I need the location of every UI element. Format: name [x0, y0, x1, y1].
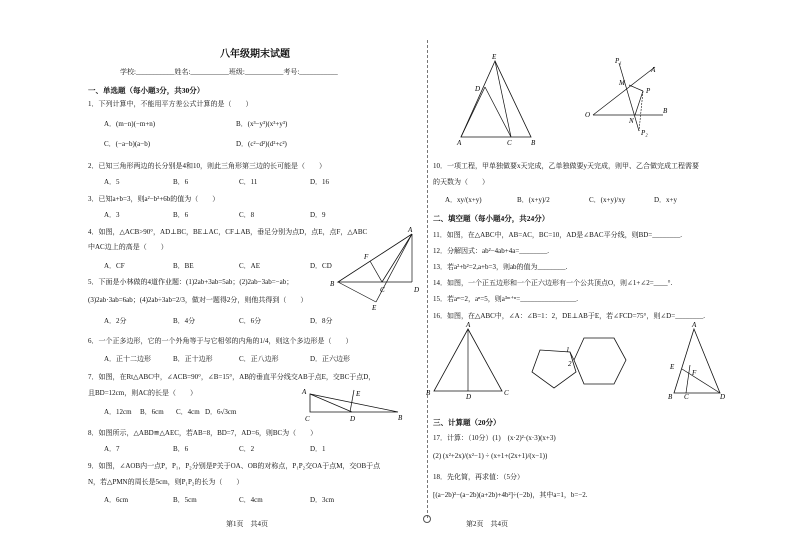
q14-pentagon: [532, 350, 576, 388]
q8-triangle-abe: [461, 61, 531, 137]
q1-option-c: C．(−a−b)(a−b): [104, 140, 151, 148]
q8-option-b: B．6: [173, 445, 189, 453]
q4-option-d: D．CD: [310, 262, 332, 270]
q9-label-p: P: [646, 87, 651, 95]
q16-label-b: B: [668, 393, 673, 401]
q8-line-ac: [495, 61, 511, 137]
q9-option-c: C．4cm: [239, 496, 263, 504]
section-1-title: 一、单选题（每小题3分，共30分）: [88, 86, 205, 95]
q3-option-a: A．3: [104, 211, 120, 219]
q8-label-c: C: [507, 139, 512, 147]
page-divider: [427, 40, 428, 518]
q7-stem-line1: 7．如图，在Rt△ABC中，∠ACB=90°，∠B=15°，AB的垂直平分线交AB于点E，交BC于点D，: [88, 373, 376, 381]
q7-option-d: D．6√3cm: [205, 408, 237, 416]
q5-option-c: C．6分: [239, 317, 262, 325]
q4-label-c: C: [380, 286, 385, 294]
q8-label-b: B: [531, 139, 536, 147]
q11-label-c: C: [504, 389, 509, 397]
q7-stem-line2: 且BD=12cm，则AC的长是（ ）: [88, 389, 197, 397]
q16-label-c: C: [684, 393, 689, 401]
q1-option-b: B．(x³−y³)(x³+y³): [236, 120, 288, 128]
q4-option-b: B．BE: [173, 262, 194, 270]
q9-label-n: N: [629, 117, 634, 125]
q16-figure: [660, 321, 730, 401]
q11-label-d: D: [466, 393, 472, 401]
q8-label-a: A: [457, 139, 462, 147]
q16-label-f: F: [692, 369, 697, 377]
q11-label-b: B: [426, 389, 431, 397]
q3-option-c: C．8: [239, 211, 255, 219]
q17-stem: 17．计算：（10分）(1) (x·2)²·(x·3)(x+3): [433, 434, 556, 442]
q3-option-d: D．9: [310, 211, 326, 219]
q8-line-bd: [461, 87, 485, 137]
q1-option-a: A．(m−n)(−m+n): [104, 120, 156, 128]
q7-figure: [300, 384, 403, 424]
exam-title: 八年级期末试题: [220, 49, 290, 60]
q6-stem: 6．一个正多边形，它的一个外角等于与它相邻的内角的1/4，则这个多边形是（ ）: [88, 337, 353, 345]
binding-hole-icon: [423, 515, 431, 523]
q5-option-a: A．2分: [104, 317, 127, 325]
q1-stem: 1．下列计算中，不能用平方差公式计算的是（ ）: [88, 100, 253, 108]
q6-option-a: A．正十二边形: [104, 355, 152, 363]
q4-label-d: D: [414, 286, 420, 294]
q2-option-d: D．16: [310, 178, 330, 186]
q16-label-a: A: [692, 321, 697, 329]
q4-stem-line2: 中AC边上的高是（ ）: [88, 243, 168, 251]
q8-stem: 8．如图所示，△ABD≌△AEC，若AB=8，BD=7，AD=6，则BC为（ ）: [88, 429, 318, 437]
q8-option-c: C．2: [239, 445, 255, 453]
q7-option-c: C．4cm: [176, 408, 200, 416]
footer-left: 第1页 共4页: [226, 520, 268, 528]
q7-label-a: A: [302, 388, 307, 396]
q4-label-b: B: [330, 280, 335, 288]
q8-line-dc: [485, 87, 511, 137]
q6-option-d: D．正六边形: [310, 355, 351, 363]
q11-stem: 11．如图，在△ABC中，AB=AC，BC=10，AD是∠BAC平分线，则BD=________.: [433, 231, 682, 239]
q4-option-a: A．CF: [104, 262, 125, 270]
q9-label-p2: P₂: [641, 129, 648, 137]
q10-option-d: D．x+y: [654, 196, 678, 204]
q9-label-a: A: [651, 66, 656, 74]
q11-label-a: A: [466, 321, 471, 329]
q14-label-1: 1: [566, 346, 570, 354]
q14-figure: [528, 330, 638, 392]
q10-option-b: B．(x+y)/2: [517, 196, 550, 204]
q7-triangle: [310, 394, 398, 412]
q16-triangle: [674, 329, 720, 393]
q16-label-e: E: [670, 363, 675, 371]
q8-label-e: E: [492, 53, 497, 61]
q3-option-b: B．6: [173, 211, 189, 219]
q13-stem: 13．若a²+b²=2,a+b=3，则ab的值为________.: [433, 263, 568, 271]
q18-stem: 18．先化简，再求值：（5分）: [433, 473, 524, 481]
q9-label-p1: P₁: [615, 57, 622, 65]
q4-label-a: A: [408, 226, 413, 234]
q9-label-b: B: [663, 107, 668, 115]
q16-line-de: [686, 365, 690, 393]
q14-hexagon: [574, 338, 626, 384]
q4-label-f: F: [364, 253, 369, 261]
info-line: 学校:___________姓名:___________班级:___________考号:___________: [120, 68, 338, 76]
q9-option-d: D．3cm: [310, 496, 335, 504]
q7-line-ad: [310, 394, 352, 412]
q9-line-pm: [629, 85, 643, 91]
q8-figure: [455, 55, 545, 145]
q14-label-2: 2: [568, 360, 572, 368]
q10-option-a: A．xy/(x+y): [445, 196, 482, 204]
q6-option-b: B．正十边形: [173, 355, 213, 363]
q7-perp-bisector: [350, 390, 354, 412]
q6-option-c: C．正八边形: [239, 355, 279, 363]
q7-option-a: A．12cm: [104, 408, 132, 416]
q5-option-b: B．4分: [173, 317, 196, 325]
q10-stem-line2: 的天数为（ ）: [433, 178, 489, 186]
q4-line-cf: [370, 261, 382, 282]
q11-figure: [426, 321, 510, 401]
q2-option-c: C．11: [239, 178, 258, 186]
q5-stem-line2: (3)2ab·3ab=6ab；(4)2ab÷3ab=2/3，做对一题得2分，则他共得到（ ）: [88, 296, 308, 304]
q5-option-d: D．8分: [310, 317, 333, 325]
footer-right: 第2页 共4页: [466, 520, 508, 528]
q4-line-be: [338, 282, 376, 302]
q2-option-a: A．5: [104, 178, 120, 186]
q16-label-d: D: [720, 393, 726, 401]
q8-option-d: D．1: [310, 445, 326, 453]
q9-stem-line1: 9．如图，∠AOB内一点P，P₁，P₂分别是P关于OA、OB的对称点，P₁P₂交OA于点M，交OB于点: [88, 462, 381, 470]
q4-option-c: C．AE: [239, 262, 260, 270]
section-3-title: 三、计算题（20分）: [433, 418, 501, 427]
q2-option-b: B．6: [173, 178, 189, 186]
q9-stem-line2: N，若△PMN的周长是5cm，则P₁P₂的长为（ ）: [88, 478, 244, 486]
q9-figure: [585, 55, 675, 135]
q4-figure: [320, 228, 420, 310]
q7-label-c: C: [305, 415, 310, 423]
q15-stem: 15．若aᵐ=2，aⁿ=5，则a³ᵐ⁺ⁿ=________________.: [433, 295, 578, 303]
q10-stem-line1: 10．一项工程，甲单独做要x天完成，乙单独做要y天完成，则甲、乙合做完成工程需要: [433, 162, 699, 170]
q3-stem: 3．已知a+b=3，则a²−b²+6b的值为（ ）: [88, 195, 220, 203]
section-2-title: 二、填空题（每小题4分，共24分）: [433, 214, 550, 223]
q9-label-o: O: [585, 111, 591, 119]
q7-label-e: E: [356, 390, 361, 398]
q4-label-e: E: [372, 304, 377, 312]
q5-stem-line1: 5．下面是小林做的4道作业题：(1)2ab+3ab=5ab；(2)2ab−3ab=−ab；: [88, 278, 294, 286]
q7-label-d: D: [350, 415, 356, 423]
q17-part2: (2) (x²+2x)/(x²−1) ÷ (x+1+(2x+1)/(x−1)): [433, 452, 548, 460]
q9-option-a: A．6cm: [104, 496, 129, 504]
q1-option-d: D．(c²−d²)(d²+c²): [236, 140, 287, 148]
q4-stem-line1: 4．如图，△ACB>90°，AD⊥BC，BE⊥AC，CF⊥AB，垂足分别为点D，点E，点F，△ABC: [88, 228, 368, 236]
q12-stem: 12．分解因式：ab²−4ab+4a=________.: [433, 247, 550, 255]
q7-option-b: B．6cm: [140, 408, 164, 416]
q4-triangle: [338, 234, 412, 282]
q10-option-c: C．(x+y)/xy: [589, 196, 626, 204]
q9-option-b: B．5cm: [173, 496, 197, 504]
q18-expression: [(a−2b)²−(a−2b)(a+2b)+4b²]÷(−2b)，其中a=1，b=−2.: [433, 491, 588, 499]
q8-label-d: D: [475, 85, 481, 93]
q14-stem: 14．如图，一个正五边形和一个正六边形有一个公共顶点O，则∠1+∠2=____°.: [433, 279, 673, 287]
q7-label-b: B: [398, 414, 403, 422]
q8-option-a: A．7: [104, 445, 120, 453]
q2-stem: 2．已知三角形两边的长分别是4和10，则此三角形第三边的长可能是（ ）: [88, 162, 326, 170]
q9-label-m: M: [619, 79, 625, 87]
q16-stem: 16．如图，在△ABC中，∠A：∠B=1：2，DE⊥AB于E，若∠FCD=75°，则∠D=________.: [433, 312, 705, 320]
